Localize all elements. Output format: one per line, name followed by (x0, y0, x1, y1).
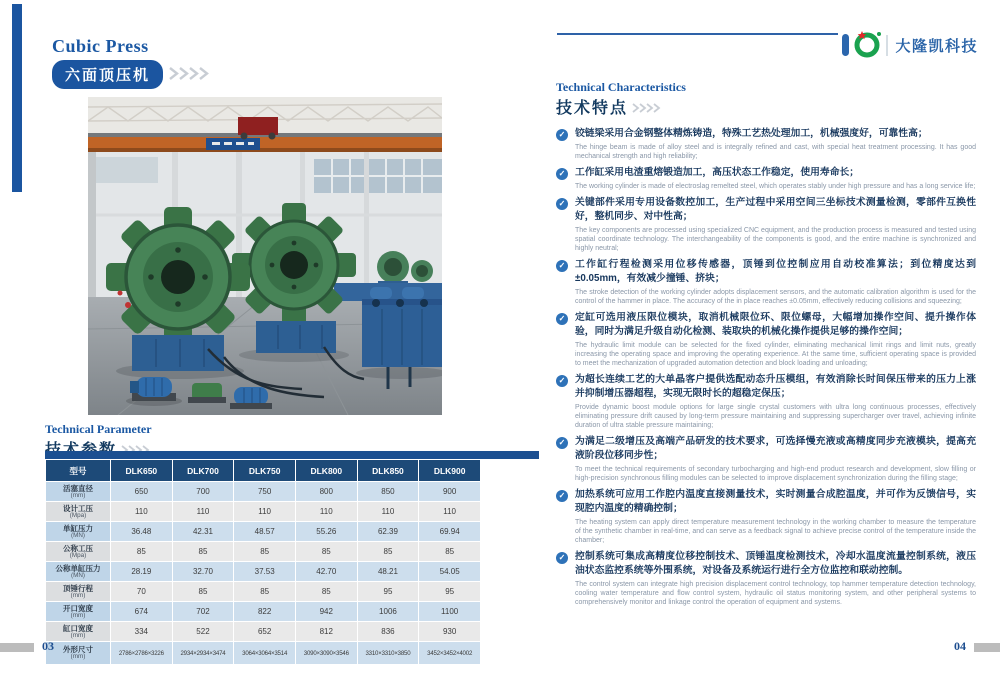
feature-text (575, 166, 975, 191)
param-row-label (46, 522, 110, 541)
param-value-cell: 1100 (419, 602, 480, 621)
param-value-cell: 110 (173, 502, 234, 521)
param-value-cell: 69.94 (419, 522, 480, 541)
parameters-table (45, 459, 481, 665)
param-value-cell: 522 (173, 622, 234, 641)
parameters-table-head (46, 460, 480, 481)
param-value-cell: 652 (234, 622, 295, 641)
feature-text-en: The control system can integrate high precision displacement control technology, top hammer temperature detection technology, cooling water temperature and flow control system, hydraulic oil status monitoring system, and other peripheral systems to comprehensively monitor and linkage control the operation of equipment and systems. (575, 581, 976, 607)
table-row (46, 482, 480, 501)
check-icon: ✓ (556, 129, 568, 141)
characteristics-section (556, 80, 976, 608)
param-value-cell: 750 (234, 482, 295, 501)
param-value-cell: 822 (234, 602, 295, 621)
param-value-cell: 334 (111, 622, 172, 641)
table-row (46, 622, 480, 641)
left-accent-bar (12, 4, 22, 192)
param-value-cell: 2934×2934×3474 (173, 642, 234, 664)
feature-text (575, 127, 976, 161)
feature-text (575, 258, 976, 306)
param-unit-text: (MN) (71, 531, 85, 539)
feature-item (556, 196, 976, 253)
param-value-cell: 812 (296, 622, 357, 641)
param-value-cell: 110 (419, 502, 480, 521)
param-value-cell: 85 (111, 542, 172, 561)
param-label-text: 单缸压力 (63, 523, 93, 533)
check-icon: ✓ (556, 375, 568, 387)
feature-item (556, 488, 976, 545)
model-name-cell: DLK700 (173, 460, 234, 481)
table-row (46, 562, 480, 581)
param-label-text: 缸口宽度 (63, 623, 93, 633)
param-value-cell: 85 (234, 582, 295, 601)
check-icon: ✓ (556, 552, 568, 564)
param-value-cell: 95 (358, 582, 419, 601)
feature-text-cn: 加热系统可应用工作腔内温度直接测量技术，实时测量合成腔温度，并可作为反馈信号，实现腔内温度的精确控制； (575, 489, 976, 515)
page-number-right: 04 (954, 639, 966, 653)
check-icon: ✓ (556, 198, 568, 210)
param-row-label (46, 502, 110, 521)
feature-text-cn: 工作缸采用电渣重熔锻造加工，高压状态工作稳定，使用寿命长； (575, 167, 860, 179)
feature-text (575, 435, 976, 483)
feature-text-cn: 为满足二级增压及高端产品研发的技术要求，可选择慢充液或高精度同步充液模块，提高充液阶段位移同步性； (575, 436, 976, 462)
feature-item (556, 311, 976, 368)
feature-item (556, 373, 976, 430)
param-row-label (46, 482, 110, 501)
param-unit-text: (mm) (70, 591, 86, 599)
feature-list (556, 127, 976, 608)
check-icon: ✓ (556, 437, 568, 449)
param-label-text: 公称单缸压力 (55, 563, 101, 573)
page-title-cn-badge: 六面顶压机 (52, 60, 163, 89)
param-row-label (46, 562, 110, 581)
param-value-cell: 110 (296, 502, 357, 521)
param-value-cell: 48.57 (234, 522, 295, 541)
table-row (46, 642, 480, 664)
feature-text-en: The working cylinder is made of electroslag remelted steel, which operates stably under high pressure and has a long service life; (575, 183, 976, 190)
param-unit-text: (mm) (70, 631, 86, 639)
feature-item (556, 127, 976, 161)
feature-text-en: The key components are processed using specialized CNC equipment, and the production process is measured and tested using spatial coordinate technology. The interchangeability of the components is good, and the entire machine is synchronized and highly neutral; (575, 226, 976, 253)
feature-text-en: The hinge beam is made of alloy steel and is integrally refined and cast, with special heat treatment processing. It has good mechanical strength and high reliability; (575, 143, 976, 160)
check-icon: ✓ (556, 313, 568, 325)
table-row (46, 602, 480, 621)
param-value-cell: 942 (296, 602, 357, 621)
param-value-cell: 3064×3064×3514 (234, 642, 295, 664)
workshop-photo (88, 97, 442, 415)
param-unit-text: (mm) (70, 491, 86, 499)
param-value-cell: 54.05 (419, 562, 480, 581)
check-icon: ✓ (556, 490, 568, 502)
param-unit-text: (Mpa) (69, 551, 87, 559)
feature-text-en: Provide dynamic boost module options for large single crystal customers with ultra long continuous processes, effectively eliminating pressure drift caused by long-term pressure maintaining and suppressing supercharger over travel, achieving infinite duration of ultra stable pressure maintaining; (575, 404, 976, 430)
table-row (46, 502, 480, 521)
param-value-cell: 42.31 (173, 522, 234, 541)
param-value-cell: 85 (296, 582, 357, 601)
table-row (46, 542, 480, 561)
param-row-label (46, 642, 110, 664)
model-name-cell: DLK750 (234, 460, 295, 481)
param-row-label (46, 582, 110, 601)
param-value-cell: 674 (111, 602, 172, 621)
chevrons-icon (632, 100, 662, 118)
param-value-cell: 836 (358, 622, 419, 641)
param-label-text: 设计工压 (63, 503, 93, 513)
feature-item (556, 166, 976, 191)
logo-mark-icon (840, 28, 890, 62)
company-name: 大隆凯科技 (895, 37, 978, 55)
param-value-cell: 1006 (358, 602, 419, 621)
param-value-cell: 85 (419, 542, 480, 561)
table-row (46, 522, 480, 541)
feature-text-cn: 铰链梁采用合金钢整体精炼铸造，特殊工艺热处理加工，机械强度好，可靠性高； (575, 128, 928, 139)
feature-text (575, 196, 976, 253)
param-value-cell: 85 (296, 542, 357, 561)
page-number-left: 03 (42, 639, 54, 653)
param-value-cell: 48.21 (358, 562, 419, 581)
param-value-cell: 900 (419, 482, 480, 501)
feature-text-cn: 为超长连续工艺的大单晶客户提供选配动态升压模组，有效消除长时间保压带来的压力上涨并抑制增压器超程，实现无限时长的超稳定保压； (575, 374, 976, 400)
parameters-table-body (46, 482, 480, 664)
param-label-text: 顶锤行程 (63, 583, 93, 593)
param-value-cell: 95 (419, 582, 480, 601)
param-value-cell: 28.19 (111, 562, 172, 581)
feature-text-cn: 控制系统可集成高精度位移控制技术、顶锤温度检测技术，冷却水温度流量控制系统，液压油状态监控系统等外围系统，对设备及系统运行进行全方位监控和联动控制。 (575, 551, 976, 577)
table-header-row (46, 460, 480, 481)
param-row-label (46, 542, 110, 561)
model-name-cell: DLK900 (419, 460, 480, 481)
param-value-cell: 110 (358, 502, 419, 521)
check-icon: ✓ (556, 260, 568, 272)
check-icon: ✓ (556, 168, 568, 180)
feature-text-cn: 关键部件采用专用设备数控加工，生产过程中采用空间三坐标技术测量检测，零部件互换性好，整机同步、对中性高； (575, 197, 976, 222)
model-name-cell: DLK800 (296, 460, 357, 481)
param-value-cell: 55.26 (296, 522, 357, 541)
param-value-cell: 2786×2786×3226 (111, 642, 172, 664)
page-title-en: Cubic Press (52, 36, 149, 56)
param-label-text: 开口宽度 (63, 603, 93, 613)
param-value-cell: 930 (419, 622, 480, 641)
param-value-cell: 3090×3090×3546 (296, 642, 357, 664)
param-value-cell: 32.70 (173, 562, 234, 581)
param-row-label (46, 602, 110, 621)
param-value-cell: 3452×3452×4002 (419, 642, 480, 664)
param-unit-text: (Mpa) (69, 511, 87, 519)
feature-text-en: The stroke detection of the working cylinder adopts displacement sensors, and the automatic calibration algorithm is used for the control of the hammer in place. The accuracy of the in place reaches ±0.05mm, effectively reducing collisions and squeezing; (575, 289, 976, 306)
company-logo (840, 28, 978, 62)
feature-text-en: The hydraulic limit module can be selected for the fixed cylinder, eliminating mechanical limit rings and limit nuts, greatly increasing the operating space and improving the operating experience. At the same time, sufficient operating space is provided to meet the mechanization of upgraded automation detection and block loading and unloading; (575, 342, 976, 368)
table-row (46, 582, 480, 601)
feature-text-en: The heating system can apply direct temperature measurement technology in the working chamber to measure the temperature of the synthetic chamber in real-time, and can serve as a feedback signal to achieve precise control of the temperature inside the chamber; (575, 519, 976, 545)
footer-bar-right (974, 643, 1000, 652)
param-value-cell: 85 (173, 582, 234, 601)
feature-item (556, 258, 976, 306)
parameters-title-en: Technical Parameter (45, 422, 152, 436)
feature-text-cn: 定缸可选用液压限位模块，取消机械限位环、限位螺母，大幅增加操作空间、提升操作体验，同时为满足升级自动化检测、装取块的机械化操作提供足够的操作空间； (575, 312, 976, 338)
param-label-text: 活塞直径 (63, 483, 93, 493)
feature-text (575, 550, 976, 607)
model-name-cell: DLK650 (111, 460, 172, 481)
feature-text-cn: 工作缸行程检测采用位移传感器，顶锤到位控制应用自动校准算法；到位精度达到±0.05mm，有效减少撞锤、挤块； (575, 259, 976, 285)
param-label-text: 公称工压 (63, 543, 93, 553)
param-value-cell: 702 (173, 602, 234, 621)
param-value-cell: 42.70 (296, 562, 357, 581)
param-value-cell: 800 (296, 482, 357, 501)
feature-text (575, 373, 976, 430)
param-value-cell: 36.48 (111, 522, 172, 541)
characteristics-title-cn: 技术特点 (556, 100, 629, 117)
param-value-cell: 62.39 (358, 522, 419, 541)
param-value-cell: 700 (173, 482, 234, 501)
param-unit-text: (MN) (71, 571, 85, 579)
chevrons-icon (168, 66, 212, 86)
param-row-label (46, 622, 110, 641)
param-value-cell: 85 (173, 542, 234, 561)
param-value-cell: 85 (234, 542, 295, 561)
parameters-rule (45, 451, 539, 459)
feature-item (556, 550, 976, 607)
param-value-cell: 850 (358, 482, 419, 501)
param-value-cell: 70 (111, 582, 172, 601)
feature-text-en: To meet the technical requirements of secondary turbocharging and high-end product research and development, slow filling or high-precision synchronous filling modules can be selected to improve displacement synchronization during the filling stage; (575, 466, 976, 483)
param-unit-text: (mm) (70, 611, 86, 619)
feature-text (575, 488, 976, 545)
feature-item (556, 435, 976, 483)
characteristics-title-en: Technical Characteristics (556, 80, 686, 94)
param-value-cell: 3310×3310×3850 (358, 642, 419, 664)
model-name-cell: DLK850 (358, 460, 419, 481)
model-header-cell: 型号 (46, 460, 110, 481)
footer-bar-left (0, 643, 34, 652)
param-value-cell: 110 (234, 502, 295, 521)
param-value-cell: 85 (358, 542, 419, 561)
param-value-cell: 650 (111, 482, 172, 501)
feature-text (575, 311, 976, 368)
param-value-cell: 37.53 (234, 562, 295, 581)
param-unit-text: (mm) (70, 653, 86, 661)
param-label-text: 外形尺寸 (63, 645, 93, 655)
param-value-cell: 110 (111, 502, 172, 521)
header-rule (557, 33, 838, 35)
